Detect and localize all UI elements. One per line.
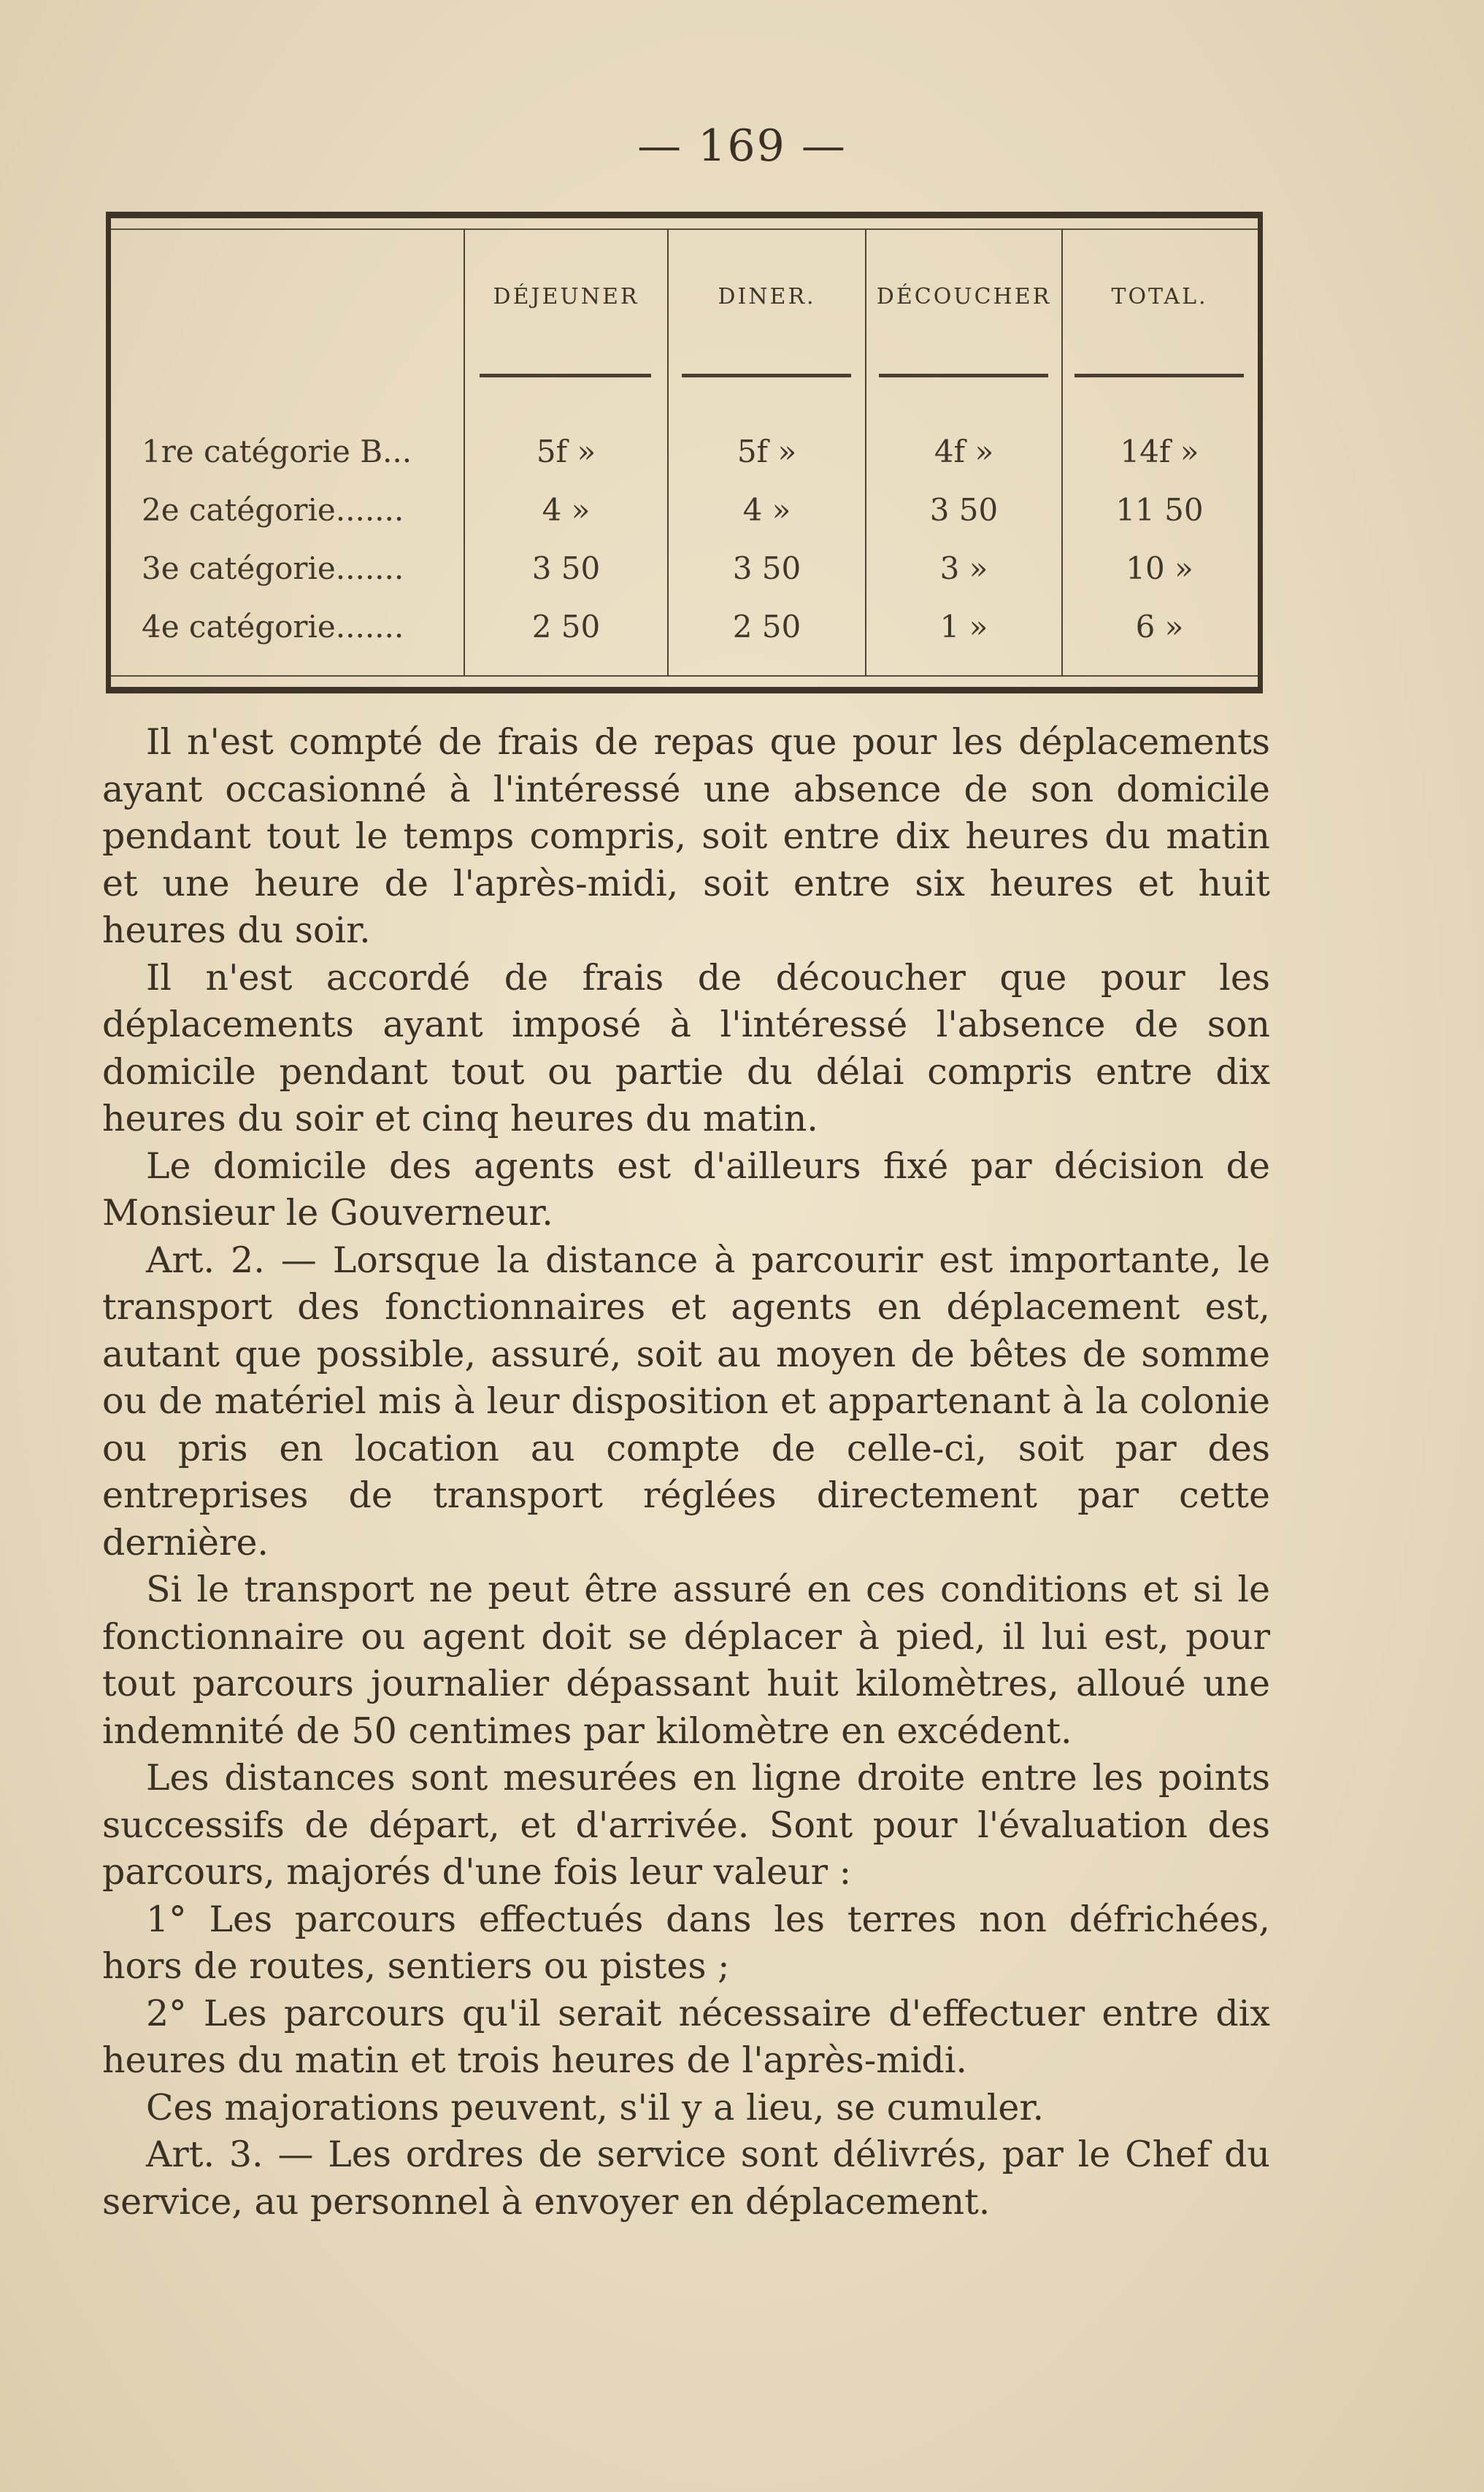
- column-header-dejeuner: DÉJEUNER: [493, 284, 639, 309]
- paragraph-cumulation: Ces majorations peuvent, s'il y a lieu, se cumuler.: [146, 2086, 1045, 2128]
- cell-total: 10 »: [1126, 550, 1193, 586]
- cell-diner: 2 50: [732, 609, 801, 645]
- cell-dejeuner: 3 50: [531, 550, 601, 586]
- table-row: [111, 426, 1258, 477]
- cell-decoucher: 3 »: [939, 550, 988, 586]
- paragraph-article-3: Art. 3. — Les ordres de service sont délivrés, par le Chef du service, au personnel à envoyer en déplacement.: [102, 2134, 1270, 2223]
- paragraph-agent-domicile: Le domicile des agents est d'ailleurs fixé par décision de Monsieur le Gouverneur.: [102, 1145, 1270, 1234]
- cell-total: 14f »: [1120, 434, 1199, 469]
- column-header-total: TOTAL.: [1111, 284, 1208, 309]
- cell-diner: 5f »: [737, 434, 797, 469]
- row-label: 4e catégorie.......: [142, 609, 404, 645]
- row-label: 3e catégorie.......: [142, 550, 404, 586]
- cell-total: 6 »: [1135, 609, 1184, 645]
- table-row: [111, 601, 1258, 653]
- header-rule: [480, 374, 651, 377]
- cell-diner: 3 50: [732, 550, 801, 586]
- header-rule: [1074, 374, 1244, 377]
- table-row: [111, 485, 1258, 536]
- paragraph-walking-allowance: Si le transport ne peut être assuré en ces conditions et si le fonctionnaire ou agent doit se déplacer à pied, il lui est, pour tout parcours journalier dépassant huit kilomètres, alloué une indemnité de 50 centimes par kilomètre en excédent.: [102, 1569, 1270, 1752]
- body-text: [102, 719, 1270, 2226]
- paragraph-article-2: Art. 2. — Lorsque la distance à parcourir est importante, le transport des fonctionnaires et agents en déplacement est, autant que possible, assuré, soit au moyen de bêtes de somme ou de matériel mis à leur disposition et appartenant à la colonie ou pris en location au compte de celle-ci, soit par des entreprises de transport réglées directement par cette dernière.: [102, 1239, 1270, 1564]
- cell-dejeuner: 2 50: [531, 609, 601, 645]
- cell-decoucher: 3 50: [929, 492, 999, 528]
- expense-rate-table: [106, 212, 1263, 693]
- column-header-decoucher: DÉCOUCHER: [876, 284, 1052, 309]
- column-header-diner: DINER.: [718, 284, 816, 309]
- paragraph-majoration-2: 2° Les parcours qu'il serait nécessaire d'effectuer entre dix heures du matin et trois heures de l'après-midi.: [102, 1992, 1270, 2081]
- cell-dejeuner: 5f »: [536, 434, 596, 469]
- page-number: — 169 —: [637, 120, 847, 172]
- paragraph-overnight-expenses: Il n'est accordé de frais de découcher que pour les déplacements ayant imposé à l'intéressé l'absence de son domicile pendant tout ou partie du délai compris entre dix heures du soir et cinq heures du matin.: [102, 956, 1270, 1139]
- cell-dejeuner: 4 »: [542, 492, 591, 528]
- header-rule: [879, 374, 1048, 377]
- table-inner-top-rule: [111, 228, 1258, 230]
- paragraph-distance-measurement: Les distances sont mesurées en ligne droite entre les points successifs de départ, et d'arrivée. Sont pour l'évaluation des parcours, majorés d'une fois leur valeur :: [102, 1757, 1270, 1893]
- table-inner-bottom-rule: [111, 675, 1258, 677]
- cell-diner: 4 »: [742, 492, 791, 528]
- paragraph-majoration-1: 1° Les parcours effectués dans les terres non défrichées, hors de routes, sentiers ou pistes ;: [102, 1898, 1270, 1987]
- paragraph-meal-expenses: Il n'est compté de frais de repas que pour les déplacements ayant occasionné à l'intéressé une absence de son domicile pendant tout le temps compris, soit entre dix heures du matin et une heure de l'après-midi, soit entre six heures et huit heures du soir.: [102, 721, 1270, 951]
- cell-decoucher: 4f »: [934, 434, 994, 469]
- cell-total: 11 50: [1115, 492, 1204, 528]
- row-label: 2e catégorie.......: [142, 492, 404, 528]
- row-label: 1re catégorie B...: [142, 434, 412, 469]
- table-row: [111, 543, 1258, 594]
- cell-decoucher: 1 »: [939, 609, 988, 645]
- header-rule: [682, 374, 851, 377]
